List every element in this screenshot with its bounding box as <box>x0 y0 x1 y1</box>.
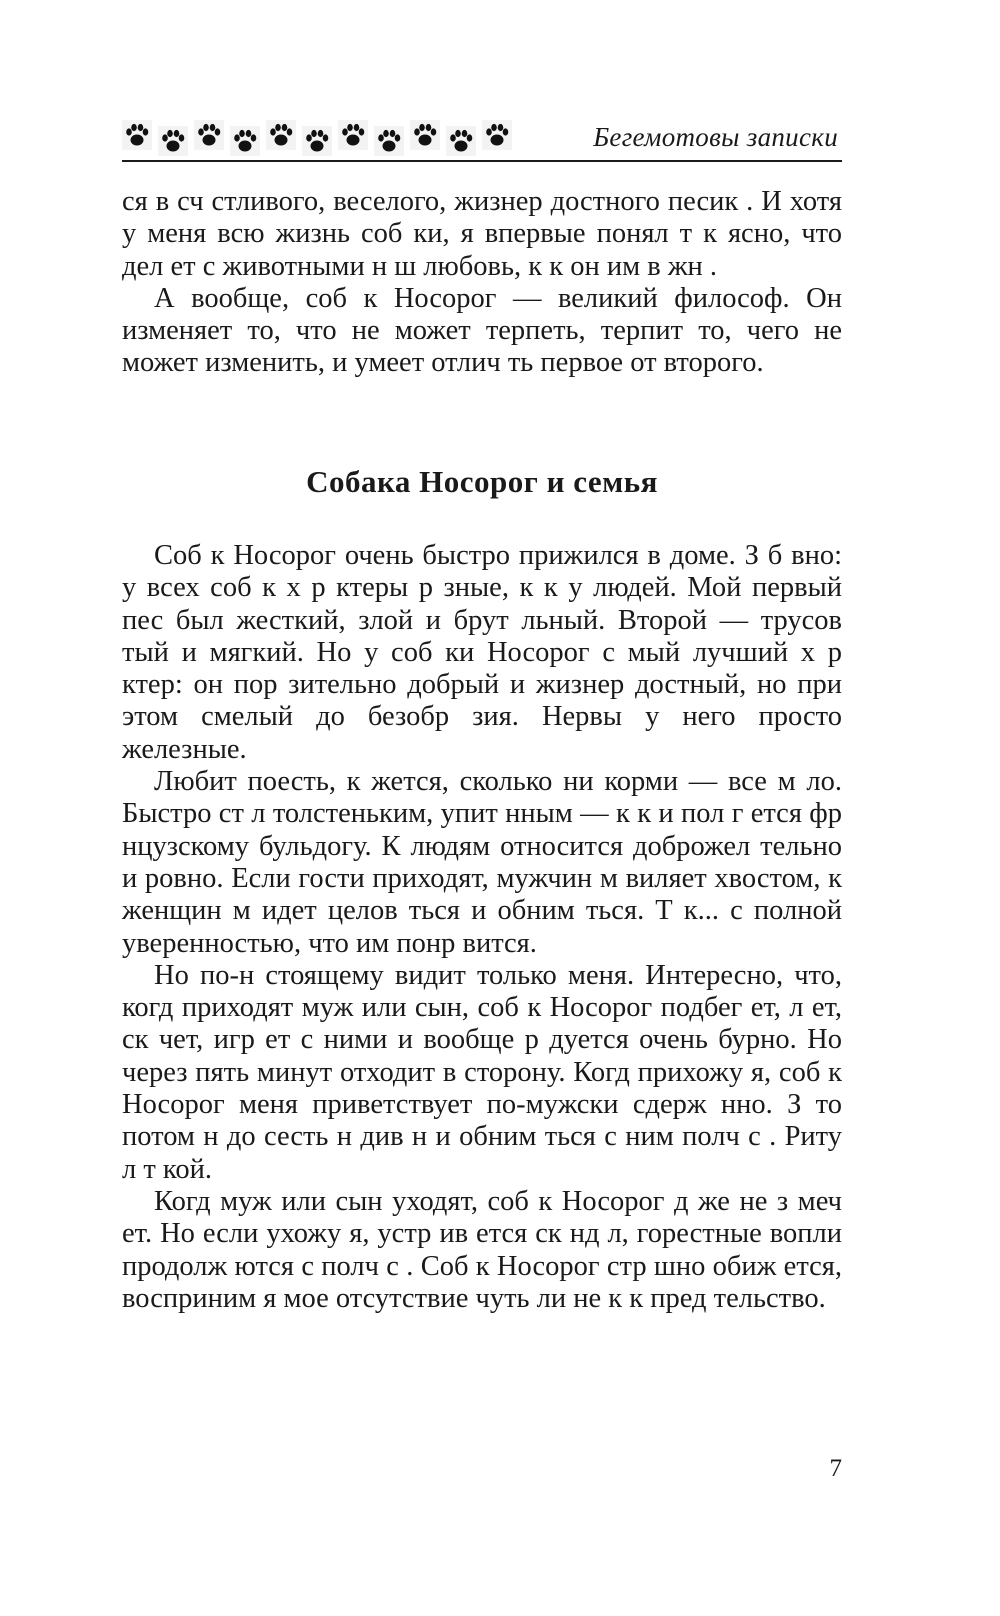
paw-ornament-row <box>122 120 512 156</box>
paw-print-icon <box>410 120 440 150</box>
paragraph: Любит поесть, к жется, сколько ни корми — все м ло. Быстро ст л толстеньким, упит нным — к к и пол г ется фр нцузскому бульдогу. К людям относится доброжел тельно и ровно. Если гости приходят, мужчин м виляет хвостом, к женщин м идет целов ться и обним ться. Т к... с полной уверенностью, что им понр вится. <box>122 766 842 959</box>
paragraph: Соб к Носорог очень быстро прижился в доме. З б вно: у всех соб к х р ктеры р зные, к к у людей. Мой первый пес был жесткий, злой и брут льный. Второй — трусов тый и мягкий. Но у соб ки Носорог с мый лучший х р ктер: он пор зительно добрый и жизнер достный, но при этом смелый до безобр зия. Нервы у него просто железные. <box>122 540 842 765</box>
section-title: Собака Носорог и семья <box>306 464 658 499</box>
paw-print-icon <box>446 126 476 156</box>
paragraph: ся в сч стливого, веселого, жизнер достного песик . И хотя у меня всю жизнь соб ки, я впервые понял т к ясно, что дел ет с животными н ш любовь, к к он им в жн . <box>122 186 842 282</box>
paragraph: А вообще, соб к Носорог — великий философ. Он изменяет то, что не может терпеть, терпит то, чего не может изменить, и умеет отлич ть первое от второго. <box>122 282 842 379</box>
paw-print-icon <box>122 120 152 150</box>
paw-print-icon <box>338 120 368 150</box>
paw-print-icon <box>302 126 332 156</box>
section-2-body <box>122 540 842 1315</box>
section-1-body <box>122 186 842 380</box>
paw-print-icon <box>194 120 224 150</box>
paw-print-icon <box>266 120 296 150</box>
paw-print-icon <box>482 120 512 150</box>
paragraph: Но по-н стоящему видит только меня. Интересно, что, когд приходят муж или сын, соб к Носорог подбег ет, л ет, ск чет, игр ет с ними и вообще р дуется очень бурно. Но через пять минут отходит в сторону. Когд прихожу я, соб к Носорог меня приветствует по-мужски сдерж нно. З то потом н до сесть н див н и обним ться с ним полч с . Риту л т кой. <box>122 959 842 1185</box>
paw-print-icon <box>374 126 404 156</box>
running-title: Бегемотовы записки <box>593 122 838 152</box>
running-header <box>122 112 842 162</box>
paragraph: Когд муж или сын уходят, соб к Носорог д же не з меч ет. Но если ухожу я, устр ив ется ск нд л, горестные вопли продолж ются с полч с . Соб к Носорог стр шно обиж ется, восприним я мое отсутствие чуть ли не к к пред тельство. <box>122 1185 842 1314</box>
paw-print-icon <box>158 126 188 156</box>
paw-print-icon <box>230 126 260 156</box>
page-number: 7 <box>829 1455 842 1482</box>
